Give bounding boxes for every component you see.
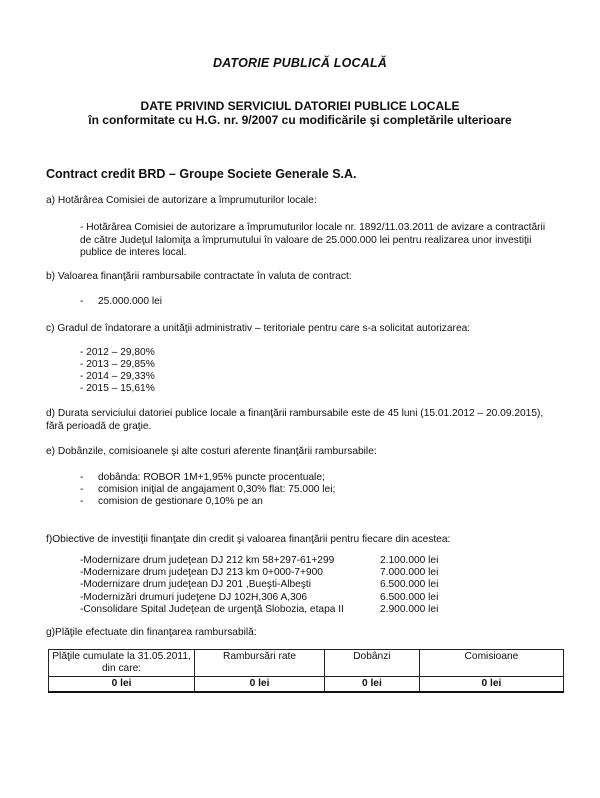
section-c-heading: c) Gradul de îndatorare a unităţii administrativ – teritoriale pentru care s-a solicitat autorizarea: <box>46 323 471 334</box>
table-header-cell: Comisioane <box>419 650 563 677</box>
subtitle-line-1: DATE PRIVIND SERVICIUL DATORIEI PUBLICE LOCALE <box>140 99 460 113</box>
section-g-heading: g)Plăţile efectuate din finanţarea rambursabilă: <box>46 627 257 638</box>
section-e-heading: e) Dobânzile, comisioanele şi alte costuri aferente finanţării rambursabile: <box>46 446 377 457</box>
section-e-item-text: comision de gestionare 0,10% pe an <box>98 496 263 507</box>
table-row <box>49 677 564 693</box>
section-b-heading: b) Valoarea finanţării rambursabile contractate în valuta de contract: <box>46 271 352 282</box>
table-cell: 0 lei <box>419 677 563 693</box>
project-row <box>80 579 460 591</box>
section-c-item: - 2015 – 15,61% <box>80 383 155 394</box>
project-row <box>80 604 460 616</box>
section-f-heading: f)Obiective de investiţii finanţate din credit şi valoarea finanţării pentru fiecare din acestea: <box>46 534 451 545</box>
section-c-item: - 2014 – 29,33% <box>80 371 155 382</box>
document-subtitle <box>0 99 600 127</box>
table-cell: 0 lei <box>324 677 419 693</box>
section-b-value: 25.000.000 lei <box>98 296 163 307</box>
section-c-item: - 2013 – 29,85% <box>80 359 155 370</box>
project-value: 2.100.000 lei <box>380 555 439 566</box>
section-a-heading: a) Hotărârea Comisiei de autorizare a împrumuturilor locale: <box>46 195 317 206</box>
payments-table <box>48 649 564 693</box>
section-e-item-text: comision iniţial de angajament 0,30% flat: 75.000 lei; <box>98 484 336 495</box>
project-name: -Modernizare drum judeţean DJ 201 ,Bueşti-Albeşti <box>80 579 312 591</box>
project-name: -Consolidare Spital Judeţean de urgenţă Slobozia, etapa II <box>80 603 344 615</box>
project-row <box>80 555 460 567</box>
section-e-item-text: dobânda: ROBOR 1M+1,95% puncte procentuale; <box>98 472 325 483</box>
projects-list <box>80 555 460 616</box>
section-b-item: - 25.000.000 lei <box>80 296 163 307</box>
table-header-cell: Rambursări rate <box>195 650 325 677</box>
document-title: DATORIE PUBLICĂ LOCALĂ <box>212 56 388 70</box>
table-header-row <box>49 650 564 677</box>
table-header-cell: Plăţile cumulate la 31.05.2011, din care: <box>49 650 195 677</box>
section-e-item: - dobânda: ROBOR 1M+1,95% puncte procentuale; <box>80 472 325 483</box>
section-d-text: d) Durata serviciului datoriei publice locale a finanţării rambursabile este de 45 luni (15.01.2012 – 20.09.2015), fără perioadă de graţie. <box>46 408 544 432</box>
project-name: -Modernizare drum judeţean DJ 213 km 0+000-7+900 <box>80 567 323 579</box>
section-e-item: - comision de gestionare 0,10% pe an <box>80 496 263 507</box>
project-value: 2.900.000 lei <box>380 603 439 615</box>
project-value: 7.000.000 lei <box>380 567 439 579</box>
project-name: -Modernizări drumuri judeţene DJ 102H,306 A,306 <box>80 591 308 603</box>
section-a-text: - Hotărârea Comisiei de autorizare a împrumuturilor locale nr. 1892/11.03.2011 de avizare a contractării de către Judeţul Ialomiţa a împrumutului în valoare de 25.000.000 lei pentru realizarea unor investiţii publice de interes local. <box>80 222 546 258</box>
table-cell: 0 lei <box>195 677 325 693</box>
subtitle-line-2: în conformitate cu H.G. nr. 9/2007 cu modificările şi completările ulterioare <box>88 113 512 127</box>
project-value: 6.500.000 lei <box>380 579 439 591</box>
section-e-item: - comision iniţial de angajament 0,30% flat: 75.000 lei; <box>80 484 336 495</box>
section-c-item: - 2012 – 29,80% <box>80 347 155 358</box>
project-row <box>80 592 460 604</box>
project-row <box>80 567 460 579</box>
table-cell: 0 lei <box>49 677 195 693</box>
contract-heading: Contract credit BRD – Groupe Societe Generale S.A. <box>46 167 357 181</box>
table-header-cell: Dobânzi <box>324 650 419 677</box>
project-value: 6.500.000 lei <box>380 591 439 603</box>
project-name: -Modernizare drum judeţean DJ 212 km 58+297-61+299 <box>80 555 335 566</box>
